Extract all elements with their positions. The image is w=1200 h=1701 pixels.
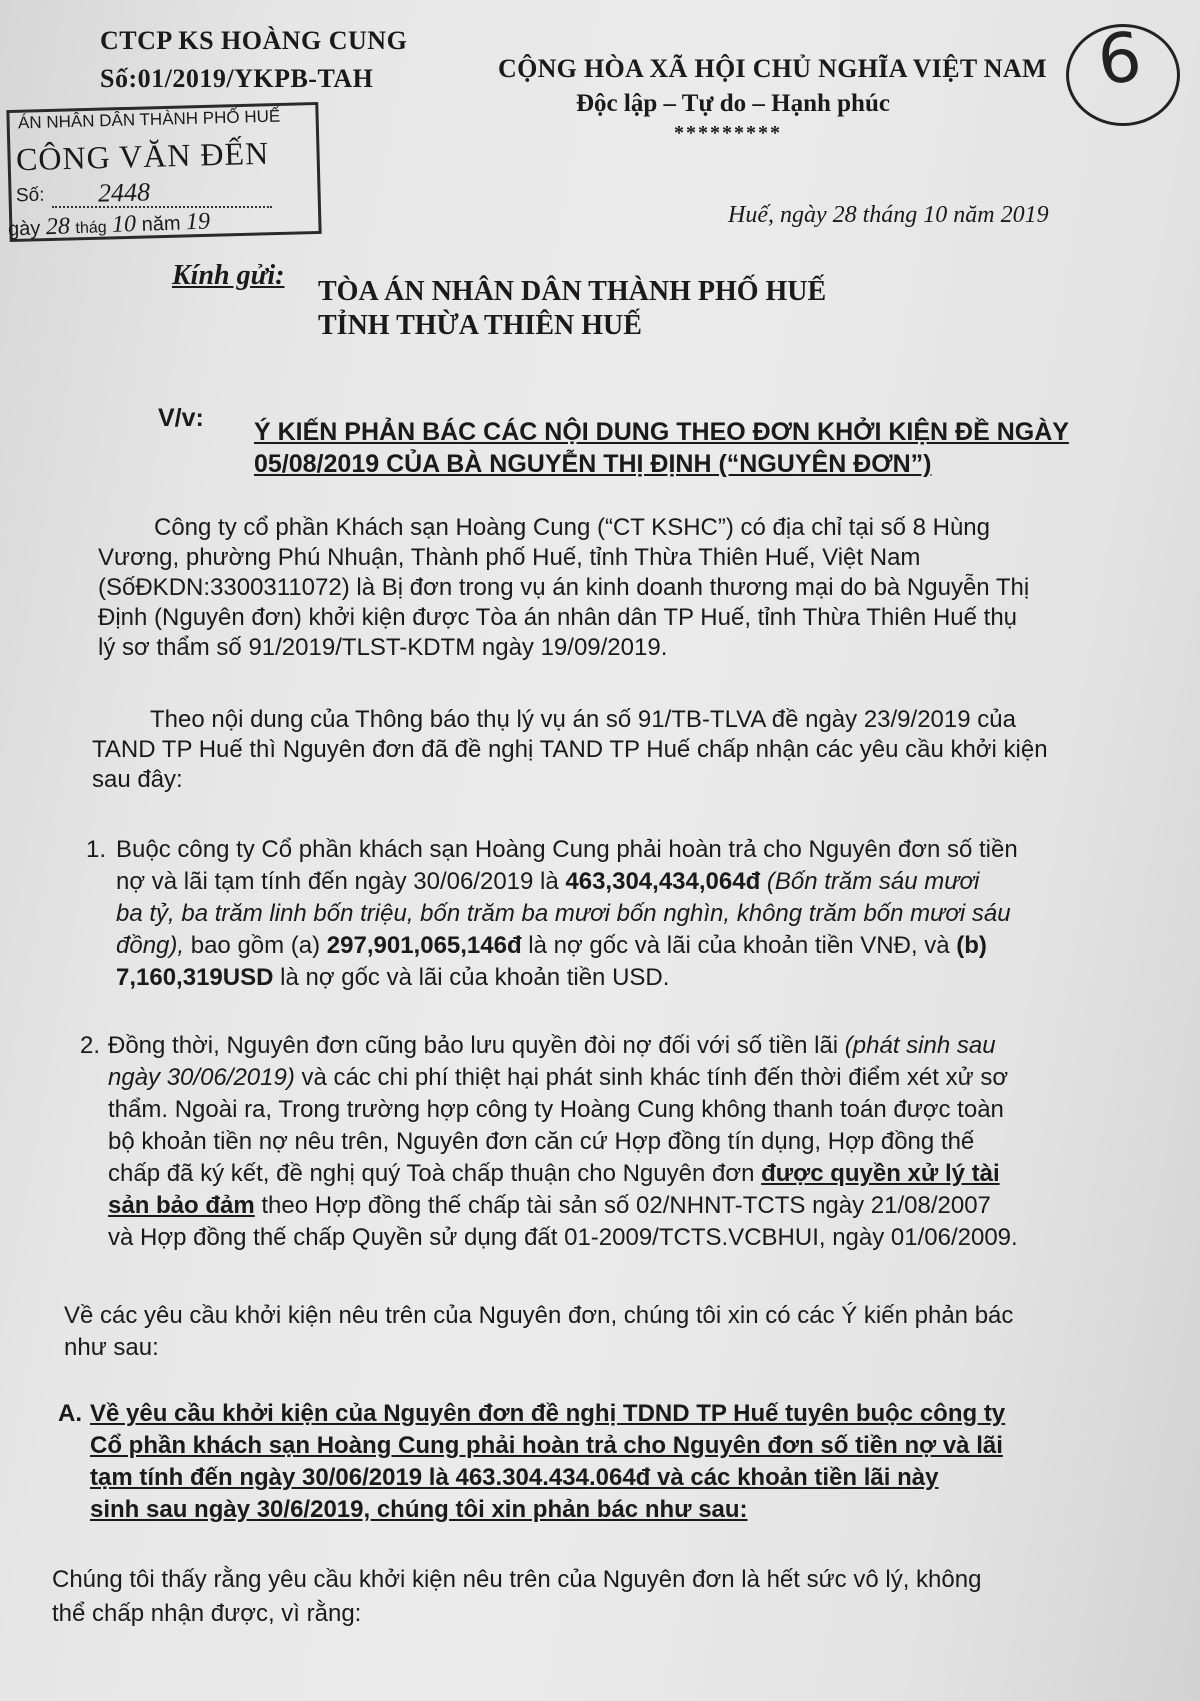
section-a-line: Về yêu cầu khởi kiện của Nguyên đơn đề nghị TDND TP Huế tuyên buộc công ty: [90, 1400, 1006, 1427]
recipient-label: Kính gửi:: [172, 260, 285, 291]
item-2-italic: ngày 30/06/2019): [108, 1064, 295, 1091]
paragraph-1-line: Vương, phường Phú Nhuận, Thành phố Huế, tỉnh Thừa Thiên Huế, Việt Nam: [98, 544, 921, 571]
item-1-line: [116, 932, 987, 960]
item-2-italic: (phát sinh sau: [844, 1032, 996, 1059]
item-1-text: nợ và lãi tạm tính đến ngày 30/06/2019 là: [116, 868, 566, 895]
stamp-year-label: năm: [141, 212, 181, 236]
paragraph-1-line: Công ty cổ phần Khách sạn Hoàng Cung (“CT KSHC”) có địa chỉ tại số 8 Hùng: [154, 514, 990, 541]
item-1-text: là nợ gốc và lãi của khoản tiền VNĐ, và: [521, 932, 957, 959]
item-2-line: thẩm. Ngoài ra, Trong trường hợp công ty Hoàng Cung không thanh toán được toàn: [108, 1096, 1004, 1123]
paragraph-2-line: sau đây:: [92, 766, 183, 793]
item-1-number: 1.: [86, 836, 107, 863]
item-1-line: [116, 900, 1011, 928]
total-amount-words-cont: ba tỷ, ba trăm linh bốn triệu, bốn trăm ba mươi bốn nghìn, không trăm bốn mươi sáu: [116, 900, 1011, 927]
paragraph-2-line: Theo nội dung của Thông báo thụ lý vụ án số 91/TB-TLVA đề ngày 23/9/2019 của: [150, 706, 1016, 733]
paragraph-1-line: Định (Nguyên đơn) khởi kiện được Tòa án nhân dân TP Huế, tỉnh Thừa Thiên Huế thụ: [98, 604, 1018, 631]
page-number: 6: [1093, 17, 1146, 102]
recipient-line-1: TÒA ÁN NHÂN DÂN THÀNH PHỐ HUẾ: [318, 276, 827, 307]
item-2-line: bộ khoản tiền nợ nêu trên, Nguyên đơn căn cứ Hợp đồng tín dụng, Hợp đồng thế: [108, 1128, 975, 1155]
stamp-day: 28: [45, 213, 71, 241]
paragraph-4-line: Chúng tôi thấy rằng yêu cầu khởi kiện nêu trên của Nguyên đơn là hết sức vô lý, không: [52, 1566, 982, 1593]
stamp-number-value: 2448: [97, 177, 151, 208]
stamp-month: 10: [111, 211, 137, 238]
item-2-line: và Hợp đồng thế chấp Quyền sử dụng đất 01-2009/TCTS.VCBHUI, ngày 01/06/2009.: [108, 1224, 1018, 1251]
item-1-line: [116, 868, 979, 896]
recipient-line-2: TỈNH THỪA THIÊN HUẾ: [318, 310, 642, 341]
document-date: Huế, ngày 28 tháng 10 năm 2019: [728, 202, 1049, 228]
item-1-b-marker: (b): [956, 932, 987, 959]
item-1-line: Buộc công ty Cổ phần khách sạn Hoàng Cung phải hoàn trả cho Nguyên đơn số tiền: [116, 836, 1018, 863]
document-number: Số:01/2019/YKPB-TAH: [100, 64, 374, 93]
total-amount-words: (Bốn trăm sáu mươi: [760, 868, 980, 895]
item-2-line: [108, 1160, 1000, 1188]
stamp-organization: ÁN NHÂN DÂN THÀNH PHỐ HUẾ: [17, 106, 281, 133]
item-2-text: và các chi phí thiệt hại phát sinh khác tính đến thời điểm xét xử sơ: [294, 1064, 1009, 1091]
item-1-text: là nợ gốc và lãi của khoản tiền USD.: [273, 964, 670, 991]
stamp-number-dots: [52, 206, 272, 208]
section-a-line: sinh sau ngày 30/6/2019, chúng tôi xin phản bác như sau:: [90, 1496, 748, 1523]
stamp-date-prefix: gày: [7, 217, 41, 241]
item-2-line: [108, 1192, 991, 1220]
stamp-month-label: thág: [75, 219, 107, 238]
company-name: CTCP KS HOÀNG CUNG: [100, 26, 408, 55]
item-1-line: [116, 964, 669, 992]
section-a-label: A.: [58, 1400, 82, 1427]
subject-label: V/v:: [158, 404, 204, 432]
item-2-number: 2.: [80, 1032, 101, 1059]
paragraph-4-line: thể chấp nhận được, vì rằng:: [52, 1600, 362, 1627]
subject-line-1: Ý KIẾN PHẢN BÁC CÁC NỘI DUNG THEO ĐƠN KHỞI KIỆN ĐỀ NGÀY: [254, 418, 1069, 446]
paragraph-2-line: TAND TP Huế thì Nguyên đơn đã đề nghị TAND TP Huế chấp nhận các yêu cầu khởi kiện: [92, 736, 1048, 763]
item-2-underlined: sản bảo đảm: [108, 1192, 255, 1219]
subject-line-2: 05/08/2019 CỦA BÀ NGUYỄN THỊ ĐỊNH (“NGUYÊN ĐƠN”): [254, 450, 932, 478]
national-motto: Độc lập – Tự do – Hạnh phúc: [576, 90, 890, 117]
item-2-text: Đồng thời, Nguyên đơn cũng bảo lưu quyền đòi nợ đối với số tiền lãi: [108, 1032, 845, 1059]
item-2-text: theo Hợp đồng thế chấp tài sản số 02/NHNT-TCTS ngày 21/08/2007: [254, 1192, 991, 1219]
stamp-title: CÔNG VĂN ĐẾN: [15, 134, 270, 178]
paragraph-1-line: (SốĐKDN:3300311072) là Bị đơn trong vụ án kinh doanh thương mại do bà Nguyễn Thị: [98, 574, 1030, 601]
paragraph-3-line: như sau:: [64, 1334, 159, 1361]
total-amount-words-end: đồng),: [116, 932, 185, 959]
item-2-underlined: được quyền xử lý tài: [761, 1160, 1000, 1187]
section-a-line: Cổ phần khách sạn Hoàng Cung phải hoàn trả cho Nguyên đơn số tiền nợ và lãi: [90, 1432, 1003, 1459]
stamp-number-label: Số:: [15, 184, 45, 207]
item-2-line: [108, 1032, 996, 1060]
paragraph-3-line: Về các yêu cầu khởi kiện nêu trên của Nguyên đơn, chúng tôi xin có các Ý kiến phản bác: [64, 1302, 1014, 1329]
paragraph-1-line: lý sơ thẩm số 91/2019/TLST-KDTM ngày 19/09/2019.: [98, 634, 668, 661]
section-a-line: tạm tính đến ngày 30/06/2019 là 463.304.434.064đ và các khoản tiền lãi này: [90, 1464, 939, 1491]
national-title: CỘNG HÒA XÃ HỘI CHỦ NGHĨA VIỆT NAM: [498, 54, 1047, 83]
item-2-text: chấp đã ký kết, đề nghị quý Toà chấp thuận cho Nguyên đơn: [108, 1160, 762, 1187]
item-2-line: [108, 1064, 1008, 1092]
total-amount: 463,304,434,064đ: [565, 868, 761, 895]
vnd-amount: 297,901,065,146đ: [326, 932, 522, 959]
item-1-text: bao gồm (a): [184, 932, 327, 959]
motto-separator: *********: [674, 122, 782, 144]
stamp-year: 19: [185, 208, 211, 236]
usd-amount: 7,160,319USD: [116, 964, 274, 991]
